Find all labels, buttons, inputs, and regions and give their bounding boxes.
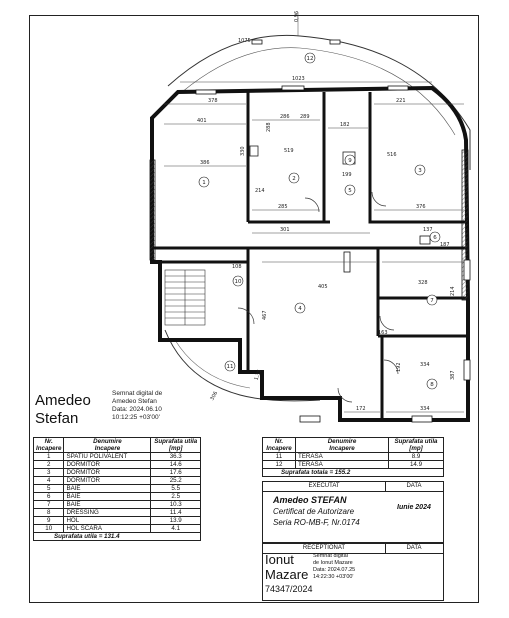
dim-label: 334 (420, 362, 430, 368)
col-header-nr: Nr. Incapere (263, 438, 296, 453)
staircase (165, 270, 205, 325)
dim-label: 187 (440, 242, 450, 248)
dim-label: 199 (342, 172, 352, 178)
room-marker-6 (430, 232, 440, 242)
signature-text: Semnat digital (313, 553, 348, 559)
svg-text:12: 12 (306, 56, 314, 62)
col-header-denumire: Denumire Incapere (64, 438, 151, 453)
col-header-nr: Nr. Incapere (34, 438, 64, 453)
table-row: 5 BAIE 5.5 (34, 485, 201, 493)
room-marker-4 (295, 303, 305, 313)
dim-label: 519 (284, 148, 294, 154)
dimension-lines (164, 12, 464, 412)
signer-name-line1: Ionut (265, 552, 294, 567)
certificate-series: Seria RO-MB-F, Nr.0174 (273, 518, 360, 527)
signature-text: Amedeo Stefan (112, 398, 157, 405)
room-marker-7 (427, 295, 437, 305)
total-usable-area: Suprafata utila = 131.4 (34, 533, 201, 541)
dim-label: 221 (396, 98, 406, 104)
interior-walls (152, 92, 466, 420)
dim-label: 192 (396, 362, 402, 372)
dim-label: 1,35 (253, 368, 263, 382)
executat-data-label: DATA (385, 482, 443, 492)
room-marker-11 (225, 361, 235, 371)
room-marker-1 (199, 177, 209, 187)
dim-label: 467 (262, 310, 268, 320)
dim-label: 214 (450, 286, 456, 296)
room-marker-8 (427, 379, 437, 389)
dim-label: 214 (255, 188, 265, 194)
rooms-table-left (33, 437, 201, 541)
svg-text:5: 5 (348, 188, 352, 194)
svg-text:4: 4 (298, 306, 302, 312)
dim-label: 516 (387, 152, 397, 158)
signature-text: Data: 2024.07.25 (313, 567, 356, 573)
dim-label: 0,96 (294, 10, 300, 22)
dim-label: 386 (200, 160, 210, 166)
dim-label: 285 (278, 204, 288, 210)
signer-name-line1: Amedeo (35, 392, 91, 409)
room-marker-2 (289, 173, 299, 183)
col-header-denumire: Denumire Incapere (296, 438, 389, 453)
svg-text:10: 10 (234, 279, 242, 285)
signature-right (265, 552, 313, 595)
executat-label: EXECUTAT (263, 482, 386, 492)
certificate-title: Certificat de Autorizare (273, 507, 355, 516)
registration-number: 74347/2024 (265, 584, 313, 594)
room-marker-9 (345, 155, 355, 165)
signature-text: de Ionut Mazare (313, 560, 353, 566)
table-row: 2 DORMITOR 14.6 (34, 461, 201, 469)
dim-label: 405 (318, 284, 328, 290)
signature-right-details (313, 553, 355, 581)
dim-label: 301 (280, 227, 290, 233)
table-row: 12 TERASA 14.9 (263, 461, 444, 469)
dim-label: 172 (356, 406, 366, 412)
dim-label: 1023 (292, 76, 305, 82)
room-marker-12 (305, 53, 315, 63)
dim-label: 387 (450, 370, 456, 380)
table-row: 8 DRESSING 11.4 (34, 509, 201, 517)
room-marker-3 (415, 165, 425, 175)
signature-text: 14:22:30 +03'00' (313, 574, 354, 580)
receptionat-label: RECEPTIONAT (263, 544, 386, 554)
dim-label: 288 (266, 122, 272, 132)
signature-left (35, 392, 91, 428)
table-row: 11 TERASA 8.9 (263, 453, 444, 461)
svg-text:3: 3 (418, 168, 422, 174)
signature-left-details (112, 390, 162, 422)
svg-text:7: 7 (430, 298, 434, 304)
dim-label: 334 (420, 406, 430, 412)
executat-date: Iunie 2024 (397, 504, 431, 511)
executat-box (262, 481, 444, 543)
table-row: 7 BAIE 10.3 (34, 501, 201, 509)
signature-text: 10:12:25 +03'00' (112, 414, 160, 421)
dim-label: 376 (416, 204, 426, 210)
svg-text:9: 9 (348, 158, 352, 164)
executant-name: Amedeo STEFAN (273, 495, 347, 505)
rooms-table-right (262, 437, 444, 477)
table-row: 4 DORMITOR 25.2 (34, 477, 201, 485)
dim-label: 328 (418, 280, 428, 286)
col-header-suprafata: Suprafata utila [mp] (151, 438, 201, 453)
signer-name-line2: Mazare (265, 567, 309, 582)
col-header-suprafata: Suprafata utila [mp] (389, 438, 444, 453)
svg-text:2: 2 (292, 176, 296, 182)
exterior-wall (152, 88, 468, 420)
dim-label: 182 (340, 122, 350, 128)
signature-text: Semnat digital de (112, 390, 163, 397)
svg-text:1: 1 (202, 180, 206, 186)
signer-name-line2: Stefan (35, 410, 79, 427)
signature-text: Data: 2024.06.10 (112, 406, 162, 413)
dim-label: 163 (378, 330, 388, 336)
room-marker-10 (233, 276, 243, 286)
dim-label: 378 (208, 98, 218, 104)
table-row: 6 BAIE 2.5 (34, 493, 201, 501)
dim-label: 1075 (238, 38, 251, 44)
dim-label: 289 (300, 114, 310, 120)
svg-text:8: 8 (430, 382, 434, 388)
total-area: Suprafata totala = 155.2 (263, 469, 444, 477)
dim-label: 108 (232, 264, 242, 270)
table-row: 3 DORMITOR 17.6 (34, 469, 201, 477)
dim-label: 137 (423, 227, 433, 233)
svg-text:6: 6 (433, 235, 437, 241)
dim-label: 286 (280, 114, 290, 120)
table-row: 9 HOL 13.9 (34, 517, 201, 525)
dim-label: 401 (197, 118, 207, 124)
room-marker-5 (345, 185, 355, 195)
table-row: 1 SPATIU POLIVALENT 36.3 (34, 453, 201, 461)
dim-label: 330 (240, 146, 246, 156)
dim-label: 306 (209, 390, 220, 402)
receptionat-data-label: DATA (385, 544, 443, 554)
table-row: 10 HOL SCARA 4.1 (34, 525, 201, 533)
svg-text:11: 11 (226, 364, 234, 370)
